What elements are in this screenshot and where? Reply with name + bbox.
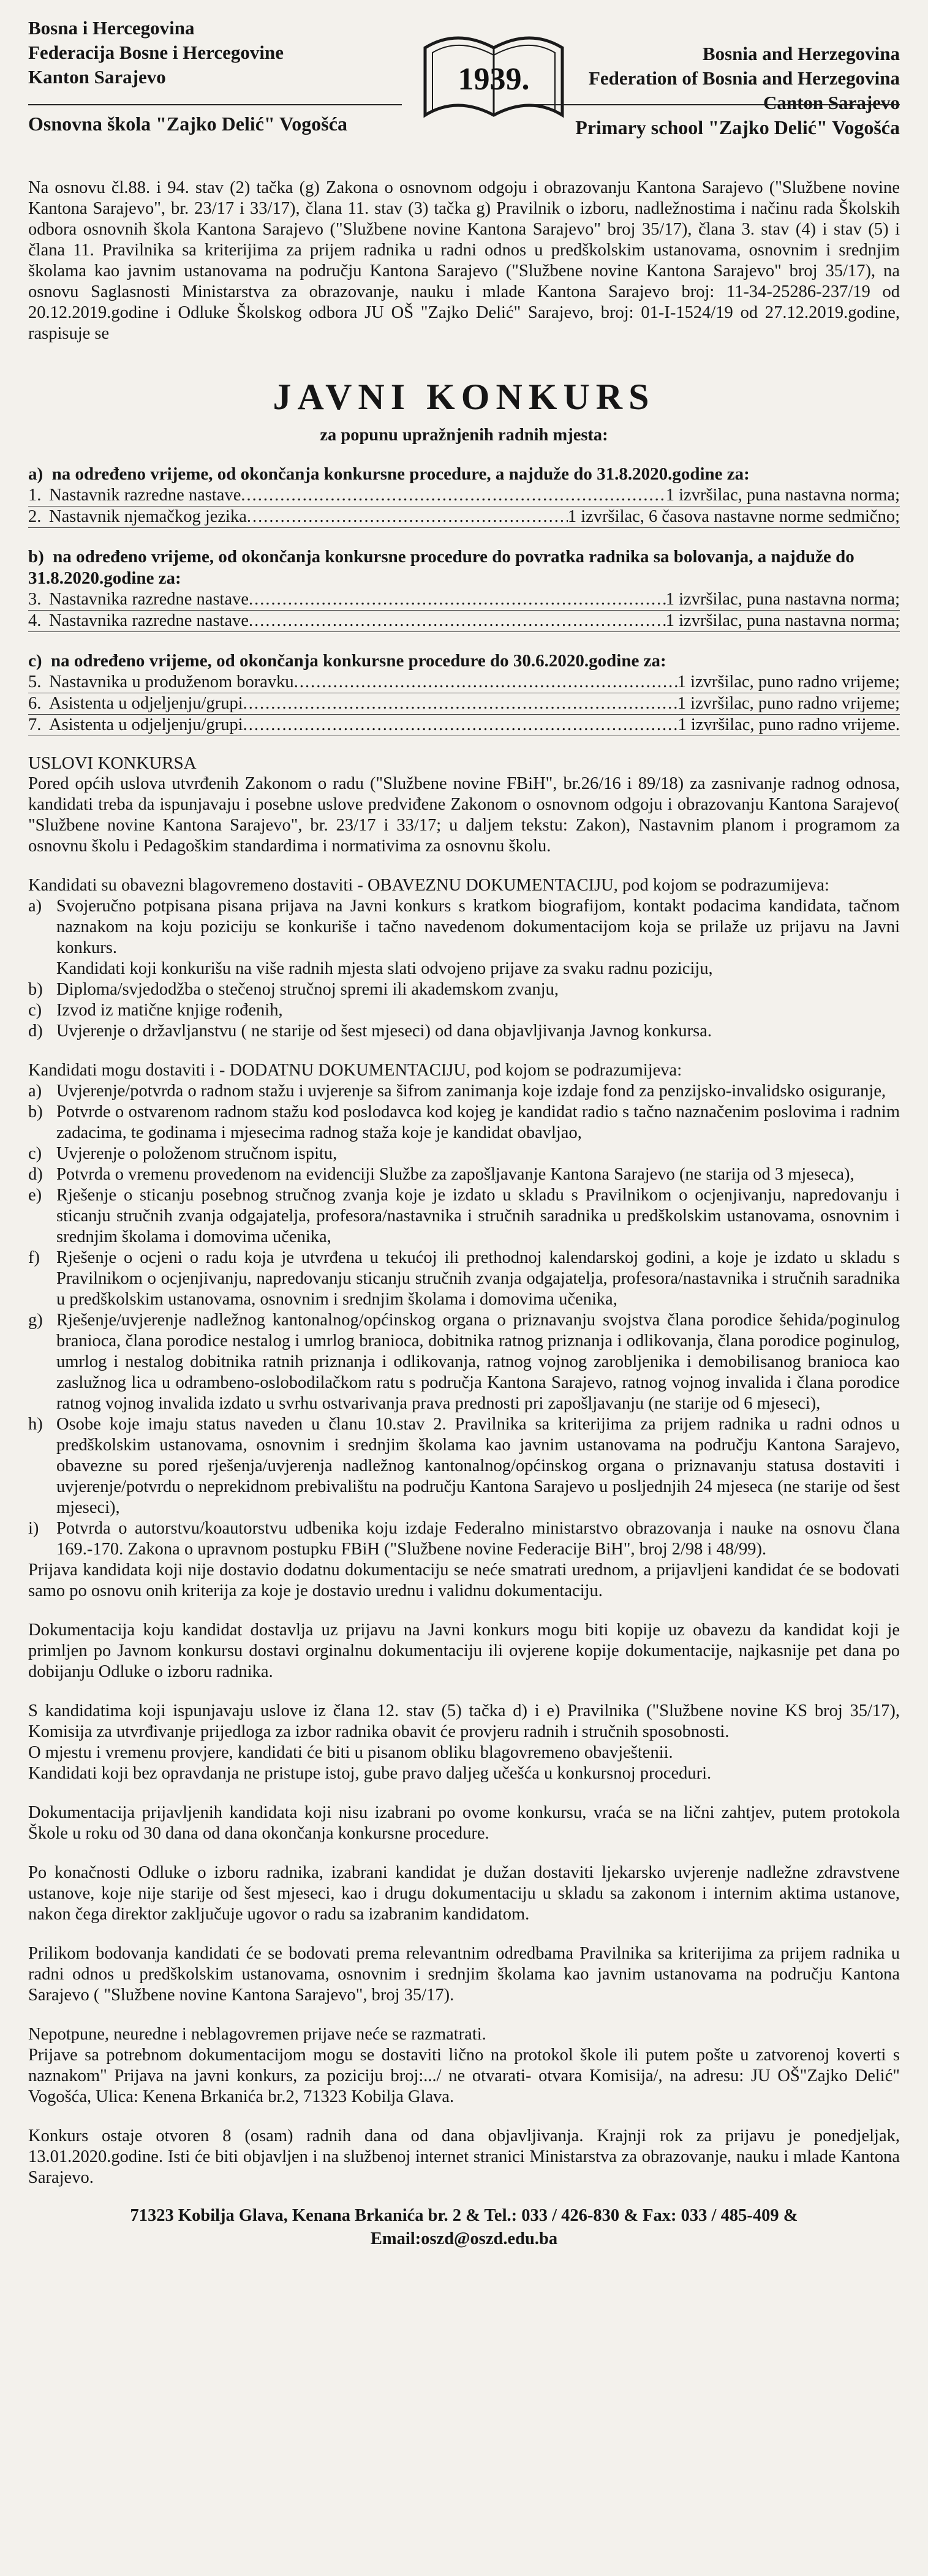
canton-en: Canton Sarajevo — [763, 92, 900, 113]
section-heading — [28, 650, 900, 672]
conditions-title: USLOVI KONKURSA — [28, 753, 197, 773]
list-marker — [28, 958, 56, 979]
list-text: Uvjerenje o položenom stručnom ispitu, — [56, 1144, 338, 1163]
country-bs: Bosna i Hercegovina — [28, 17, 195, 39]
list-marker: a) — [28, 1082, 42, 1101]
position-item — [28, 485, 900, 507]
legal-basis-intro: Na osnovu čl.88. i 94. stav (2) tačka (g) Zakona o osnovnom odgoju i obrazovanju Kantona Sarajevo ("Službene novine Kantona Sarajevo", br. 23/17 i 33/17), člana 11. stav (3) tačka g) Pravilnik o izboru, nadležnostima i načinu rada Školskih odbora osnovnih škola Kantona Sarajevo ("Službene novine Kantona Sarajevo" broj 35/17), člana 3. stav (4) i stav (5) i člana 11. Pravilnika sa kriterijima za prijem radnika u radni odnos u predškolskim ustanovama, osnovnim i srednjim školama kao javnim ustanovama na području Kantona Sarajevo ("Službene novine Kantona Sarajevo" broj 35/17), na osnovu Saglasnosti Ministarstva za obrazovanje, nauku i mlade Kantona Sarajevo broj: 11-34-25286-237/19 od 20.12.2019.godine i Odluke Školskog odbora JU OŠ "Zajko Delić" Sarajevo, broj: 01-I-1524/19 od 27.12.2019.godine, raspisuje se — [28, 178, 900, 343]
leader-dots — [243, 715, 678, 736]
country-en: Bosnia and Herzegovina — [702, 43, 900, 64]
closing-paragraph: Prilikom bodovanja kandidati će se bodovati prema relevantnim odredbama Pravilnika sa kriterijima za prijem radnika u radni odnos u predškolskim ustanovama, osnovnim i srednjim školama kao javnim ustanovama na području Kantona Sarajevo ( "Službene novine Kantona Sarajevo", broj 35/17). — [28, 1944, 900, 2005]
section-marker: b) — [28, 547, 44, 567]
list-marker: i) — [28, 1519, 39, 1538]
position-number: 2. — [28, 507, 42, 526]
list-text: Kandidati koji konkurišu na više radnih mjesta slati odvojeno prijave za svaku radnu poziciju, — [56, 959, 713, 978]
federation-en: Federation of Bosnia and Herzegovina — [588, 67, 900, 89]
list-marker: d) — [28, 1165, 43, 1184]
position-label: Nastavnika razredne nastave — [49, 611, 249, 630]
divider-right — [532, 104, 900, 105]
list-item — [28, 1000, 900, 1021]
list-text: Potvrda o vremenu provedenom na evidenciji Službe za zapošljavanje Kantona Sarajevo (ne starija od 3 mjeseca), — [56, 1165, 854, 1184]
position-detail: 1 izvršilac, puno radno vrijeme; — [677, 672, 900, 691]
list-item — [28, 1081, 900, 1102]
leader-dots — [294, 672, 677, 693]
section-heading — [28, 546, 900, 589]
list-item — [28, 1414, 900, 1518]
list-marker: a) — [28, 897, 42, 916]
announcement-title: JAVNI KONKURS — [273, 377, 655, 417]
position-sections — [28, 464, 900, 736]
list-item — [28, 1164, 900, 1185]
list-text: Uvjerenje o državljanstvu ( ne starije od šest mjeseci) od dana objavljivanja Javnog konkursa. — [56, 1022, 712, 1041]
federation-bs: Federacija Bosne i Hercegovine — [28, 42, 284, 63]
position-label: Nastavnik razredne nastave — [49, 486, 241, 505]
position-item — [28, 715, 900, 736]
school-logo — [420, 23, 567, 131]
section-marker: a) — [28, 464, 43, 484]
closing-paragraphs — [28, 1602, 900, 2188]
position-detail: 1 izvršilac, puno radno vrijeme. — [677, 715, 900, 734]
leader-dots — [249, 611, 666, 631]
position-number: 1. — [28, 486, 42, 505]
logo-year: 1939. — [458, 62, 530, 97]
leader-dots — [249, 589, 666, 610]
closing-paragraph: Nepotpune, neuredne i neblagovremen prijave neće se razmatrati. Prijave sa potrebnom dokumentacijom mogu se dostaviti lično na protokol škole ili putem pošte u zatvorenoj koverti s naznakom" Prijava na javni konkurs, za poziciju broj:.../ ne otvarati- otvara Komisija/, na adresu: JU OŠ"Zajko Delić" Vogošća, Ulica: Kenena Brkanića br.2, 71323 Kobilja Glava. — [28, 2025, 900, 2106]
list-text: Rješenje/uvjerenje nadležnog kantonalnog/općinskog organa o priznavanju svojstva člana porodice šehida/poginulog branioca, člana porodice nestalog i umrlog branioca, dobitnika ratnog priznanja i odlikovanja, člana porodice poginulog, umrlog i nestalog dobitnika ratnih priznanja i odlikovanja, ratnog vojnog zarobljenika i demobilisanog branioca kao zaslužnog lica u odrambeno-oslobodilačkom ratu s područja Kantona Sarajevo, ratnog vojnog invalida i člana porodice ratnog vojnog invalida izdato u svrhu ostvarivanja prava prednosti pri zapošljavanju (ne starije od 6 mjeseci), — [56, 1311, 900, 1413]
list-item — [28, 1143, 900, 1164]
section-heading — [28, 464, 900, 485]
list-marker: c) — [28, 1001, 42, 1020]
list-text: Rješenje o ocjeni o radu koja je utvrđena u tekućoj ili prethodnoj kalendarskoj godini, a koje je izdato u skladu s Pravilnikom o ocjenjivanju, napredovanju sticanju stručnih zvanja odgajatelja, profesora/nastavnika i stručnih saradnika u predškolskim ustanovama, osnovnim i srednjim školama i domovima učenika, — [56, 1248, 900, 1309]
closing-paragraph: S kandidatima koji ispunjavaju uslove iz člana 12. stav (5) tačka d) i e) Pravilnika ("Službene novine KS broj 35/17), Komisija za utvrđivanje prijedloga za izbor radnika obavit će provjeru radnih i stručnih sposobnosti. O mjestu i vremenu provjere, kandidati će biti u pisanom obliku blagovremeno obavještenii. Kandidati koji bez opravdanja ne pristupe istoj, gube pravo daljeg učešća u konkursnoj proceduri. — [28, 1701, 900, 1783]
canton-bs: Kanton Sarajevo — [28, 66, 166, 88]
position-number: 5. — [28, 672, 42, 691]
position-item — [28, 611, 900, 632]
position-item — [28, 693, 900, 715]
additional-docs-list — [28, 1081, 900, 1560]
position-label: Nastavnik njemačkog jezika — [49, 507, 247, 526]
closing-paragraph: Konkurs ostaje otvoren 8 (osam) radnih dana od dana objavljivanja. Krajnji rok za prijavu je ponedjeljak, 13.01.2020.godine. Isti će biti objavljen i na službenoj internet stranici Ministarstva za obrazovanje, nauku i mlade Kantona Sarajevo. — [28, 2126, 900, 2187]
position-label: Asistenta u odjeljenju/grupi — [49, 694, 243, 713]
list-item — [28, 1310, 900, 1414]
list-text: Osobe koje imaju status naveden u članu 10.stav 2. Pravilnika sa kriterijima za prijem radnika u radni odnos u predškolskim ustanovama, osnovnim i srednjim školama kao javnim ustanovama na području Kantona Sarajevo, obavezne su pored rješenja/uvjerenja nadležnog kantonalnog/općinskog organa o priznavanju statusa dostaviti i uvjerenje/potvrdu o neprekidnom prebivalištu na području Kantona Sarajevo u posljednjih 24 mjeseca (ne starije od šest mjeseci), — [56, 1415, 900, 1517]
mandatory-docs-intro: Kandidati su obavezni blagovremeno dostaviti - OBAVEZNU DOKUMENTACIJU, pod kojom se podrazumijeva: — [28, 876, 829, 895]
position-detail: 1 izvršilac, puna nastavna norma; — [665, 486, 900, 505]
section-heading-text: na određeno vrijeme, od okončanja konkursne procedure do povratka radnika sa bolovanja, a najduže do 31.8.2020.godine za: — [28, 547, 854, 588]
position-number: 6. — [28, 694, 42, 713]
position-item — [28, 672, 900, 693]
list-marker: f) — [28, 1248, 40, 1267]
list-text: Diploma/svjedodžba o stečenoj stručnoj spremi ili akademskom zvanju, — [56, 980, 559, 999]
position-label: Nastavnika razredne nastave — [49, 590, 249, 609]
letterhead — [28, 11, 900, 138]
list-item — [28, 1518, 900, 1560]
leader-dots — [243, 693, 677, 714]
position-detail: 1 izvršilac, 6 časova nastavne norme sedmično; — [567, 507, 900, 526]
contact-email: Email:oszd@oszd.edu.ba — [370, 2229, 558, 2248]
leader-dots — [247, 507, 568, 527]
list-text: Svojeručno potpisana pisana prijava na Javni konkurs s kratkom biografijom, kontakt podacima kandidata, tačnom naznakom na koju poziciju se konkuriše i tačno navedenom dokumentacijom koja se prilaže uz prijavu na Javni konkurs. — [56, 897, 900, 957]
list-marker: b) — [28, 1102, 43, 1121]
leader-dots — [241, 485, 665, 506]
position-detail: 1 izvršilac, puna nastavna norma; — [665, 611, 900, 630]
position-item — [28, 507, 900, 528]
section-heading-text: na određeno vrijeme, od okončanja konkursne procedure do 30.6.2020.godine za: — [51, 651, 666, 671]
position-detail: 1 izvršilac, puno radno vrijeme; — [677, 694, 900, 713]
list-item — [28, 1248, 900, 1310]
additional-docs-note: Prijava kandidata koji nije dostavio dodatnu dokumentaciju se neće smatrati urednom, a prijavljeni kandidat će se bodovati samo po osnovu onih kriterija za koje je dostavio urednu i validnu dokumentaciju. — [28, 1561, 900, 1600]
list-text: Potvrde o ostvarenom radnom stažu kod poslodavca kod kojeg je kandidat radio s tačno naznačenim poslovima i radnim zadacima, te godinama i mjesecima radnog staža koje je kandidat obavljao, — [56, 1102, 900, 1142]
list-item — [28, 979, 900, 1000]
list-item — [28, 1102, 900, 1143]
closing-paragraph: Dokumentacija koju kandidat dostavlja uz prijavu na Javni konkurs mogu biti kopije uz obavezu da kandidat koji je primljen po Javnom konkursu dostavi orginalnu dokumentaciju ili ovjerene kopije dokumentacije, najkasnije pet dana po dobijanju Odluke o izboru radnika. — [28, 1621, 900, 1681]
list-text: Uvjerenje/potvrda o radnom stažu i uvjerenje sa šifrom zanimanja koje izdaje fond za penzijsko-invalidsko osiguranje, — [56, 1082, 886, 1101]
closing-paragraph: Dokumentacija prijavljenih kandidata koji nisu izabrani po ovome konkursu, vraća se na lični zahtjev, putem protokola Škole u roku od 30 dana od dana okončanja konkursne procedure. — [28, 1803, 900, 1843]
list-text: Potvrda o autorstvu/koautorstvu udbenika koju izdaje Federalno ministarstvo obrazovanja i nauke na osnovu člana 169.-170. Zakona o upravnom postupku FBiH ("Službene novine Federacije BiH", broj 2/98 i 48/99). — [56, 1519, 900, 1559]
section-heading-text: na određeno vrijeme, od okončanja konkursne procedure, a najduže do 31.8.2020.godine za: — [51, 464, 750, 484]
position-detail: 1 izvršilac, puna nastavna norma; — [665, 590, 900, 609]
closing-paragraph: Po konačnosti Odluke o izboru radnika, izabrani kandidat je dužan dostaviti ljekarsko uvjerenje nadležne zdravstvene ustanove, koje nije starije od šest mjeseci, kao i drugu dokumentaciju u skladu sa zakonom i internim aktima ustanove, nakon čega direktor zaključuje ugovor o radu sa izabranim kandidatom. — [28, 1863, 900, 1924]
mandatory-docs-list — [28, 896, 900, 1042]
list-marker: d) — [28, 1022, 43, 1041]
additional-docs-intro: Kandidati mogu dostaviti i - DODATNU DOKUMENTACIJU, pod kojom se podrazumijeva: — [28, 1061, 682, 1080]
conditions-text: Pored općih uslova utvrđenih Zakonom o radu ("Službene novine FBiH", br.26/16 i 89/18) za zasnivanje radnog odnosa, kandidati treba da ispunjavaju i posebne uslove predviđene Zakonom o osnovnom odgoju i obrazovanju Kantona Sarajevo( "Službene novine Kantona Sarajevo", br. 23/17 i 33/17; u daljem tekstu: Zakon), Nastavnim planom i programom za osnovnu školu i Pedagoškim standardima i normativima za osnovnu školu. — [28, 774, 900, 856]
school-name-bs: Osnovna škola "Zajko Delić" Vogošća — [28, 113, 347, 135]
list-marker: g) — [28, 1311, 43, 1330]
section-marker: c) — [28, 651, 42, 671]
position-number: 3. — [28, 590, 42, 609]
contact-address: 71323 Kobilja Glava, Kenana Brkanića br. 2 & Tel.: 033 / 426-830 & Fax: 033 / 485-409 & — [130, 2206, 798, 2225]
list-text: Izvod iz matične knjige rođenih, — [56, 1001, 283, 1020]
list-item — [28, 1021, 900, 1042]
position-label: Asistenta u odjeljenju/grupi — [49, 715, 243, 734]
position-label: Nastavnika u produženom boravku — [49, 672, 294, 691]
list-item — [28, 958, 900, 979]
list-marker: h) — [28, 1415, 43, 1434]
list-item — [28, 1185, 900, 1248]
school-name-en: Primary school "Zajko Delić" Vogošća — [575, 116, 900, 138]
position-number: 7. — [28, 715, 42, 734]
list-marker: b) — [28, 980, 43, 999]
position-item — [28, 589, 900, 611]
list-marker: c) — [28, 1144, 42, 1163]
school-contact — [28, 2204, 900, 2251]
list-item — [28, 896, 900, 958]
position-number: 4. — [28, 611, 42, 630]
announcement-subtitle: za popunu upražnjenih radnih mjesta: — [320, 426, 608, 445]
list-marker: e) — [28, 1186, 42, 1205]
letterhead-left — [28, 16, 284, 89]
list-text: Rješenje o sticanju posebnog stručnog zvanja koje je izdato u skladu s Pravilnikom o ocjenjivanju, napredovanju i sticanju stručnih zvanja odgajatelja, profesora/nastavnika i stručnih saradnika u predškolskim ustanovama, osnovnim i srednjim školama i domovima učenika, — [56, 1186, 900, 1246]
divider-left — [28, 104, 402, 105]
